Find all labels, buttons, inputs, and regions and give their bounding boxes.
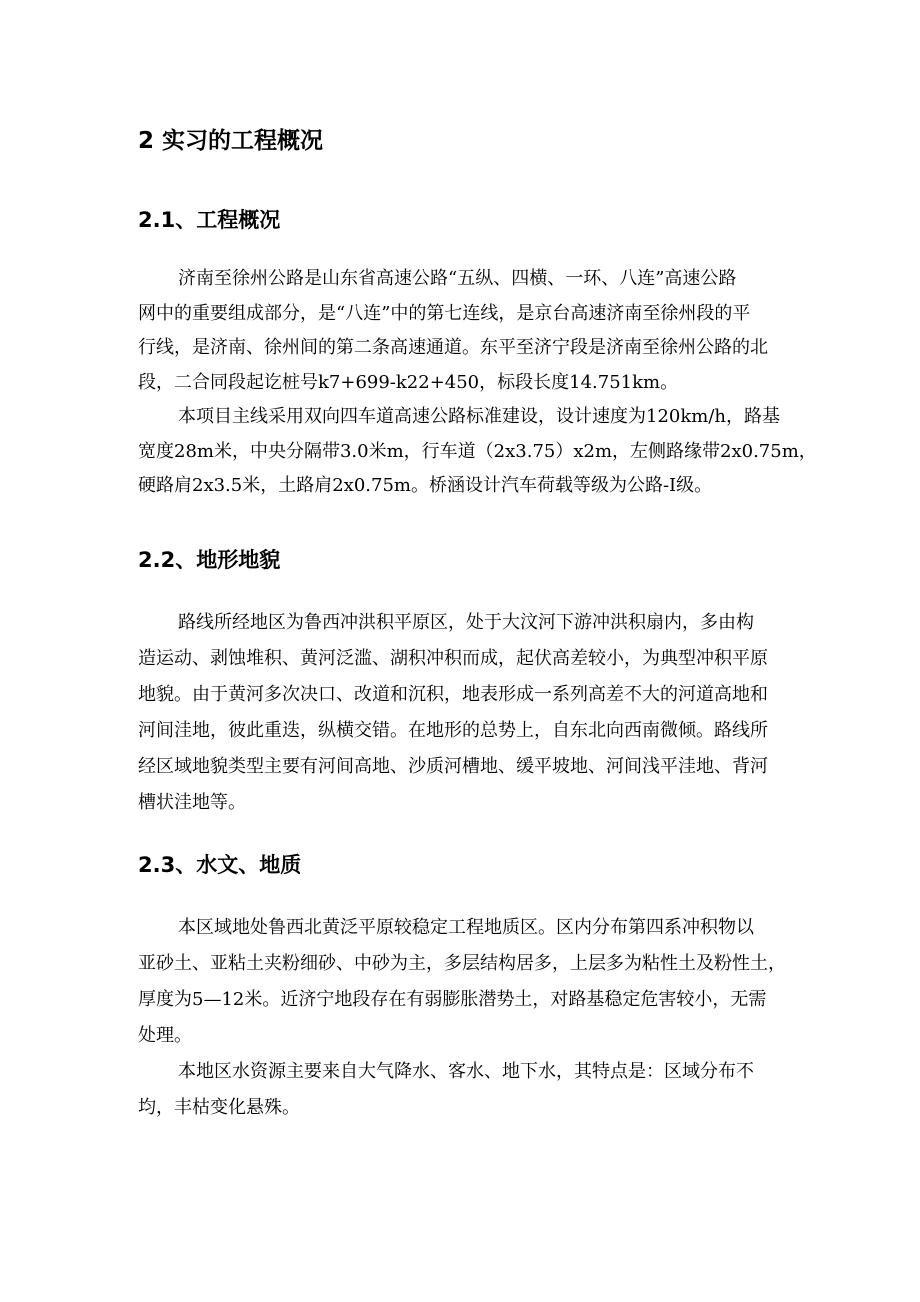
text-line: 本地区水资源主要来自大气降水、客水、地下水，其特点是：区域分布不 xyxy=(178,1061,754,1082)
text-line: 段，二合同段起讫桩号k7+699-k22+450，标段长度14.751km。 xyxy=(138,371,679,393)
section-heading-2-2: 2.2、地形地貌 xyxy=(138,548,281,572)
text-line: 路线所经地区为鲁西冲洪积平原区，处于大汶河下游冲洪积扇内，多由构 xyxy=(178,612,754,633)
text-line: 河间洼地，彼此重迭，纵横交错。在地形的总势上，自东北向西南微倾。路线所 xyxy=(138,720,768,741)
paragraph-2-1-1 xyxy=(138,262,783,400)
text-line: 处理。 xyxy=(138,1025,192,1046)
text-line: 网中的重要组成部分，是“八连”中的第七连线，是京台高速济南至徐州段的平 xyxy=(138,302,751,324)
text-line: 经区域地貌类型主要有河间高地、沙质河槽地、缓平坡地、河间浅平洼地、背河 xyxy=(138,756,768,777)
text-line: 硬路肩2x3.5米，土路肩2x0.75m。桥涵设计汽车荷载等级为公路-Ⅰ级。 xyxy=(138,475,713,496)
text-line: 济南至徐州公路是山东省高速公路“五纵、四横、一环、八连”高速公路 xyxy=(178,268,737,289)
text-line: 本区域地处鲁西北黄泛平原较稳定工程地质区。区内分布第四系冲积物以 xyxy=(178,917,754,938)
text-line: 亚砂土、亚粘土夹粉细砂、中砂为主，多层结构居多，上层多为粘性土及粉性土， xyxy=(138,953,786,974)
paragraph-2-1-2 xyxy=(138,400,817,504)
text-line: 本项目主线采用双向四车道高速公路标准建设，设计速度为120km/h，路基 xyxy=(178,406,780,427)
chapter-title: 2 实习的工程概况 xyxy=(138,128,324,154)
text-line: 槽状洼地等。 xyxy=(138,792,246,813)
paragraph-2-3-1 xyxy=(138,910,786,1054)
section-heading-2-1: 2.1、工程概况 xyxy=(138,208,281,232)
text-line: 厚度为5—12米。近济宁地段存在有弱膨胀潜势土，对路基稳定危害较小，无需 xyxy=(138,989,767,1010)
text-line: 地貌。由于黄河多次决口、改道和沉积，地表形成一系列高差不大的河道高地和 xyxy=(138,684,768,705)
text-line: 行线，是济南、徐州间的第二条高速通道。东平至济宁段是济南至徐州公路的北 xyxy=(138,337,768,358)
text-line: 宽度28m米，中央分隔带3.0米m，行车道（2x3.75）x2m，左侧路缘带2x0.75m， xyxy=(138,440,817,462)
paragraph-2-2-1 xyxy=(138,605,783,821)
paragraph-2-3-2 xyxy=(138,1054,783,1126)
section-heading-2-3: 2.3、水文、地质 xyxy=(138,853,302,877)
text-line: 均，丰枯变化悬殊。 xyxy=(138,1097,300,1118)
text-line: 造运动、剥蚀堆积、黄河泛滥、湖积冲积而成，起伏高差较小，为典型冲积平原 xyxy=(138,648,768,669)
